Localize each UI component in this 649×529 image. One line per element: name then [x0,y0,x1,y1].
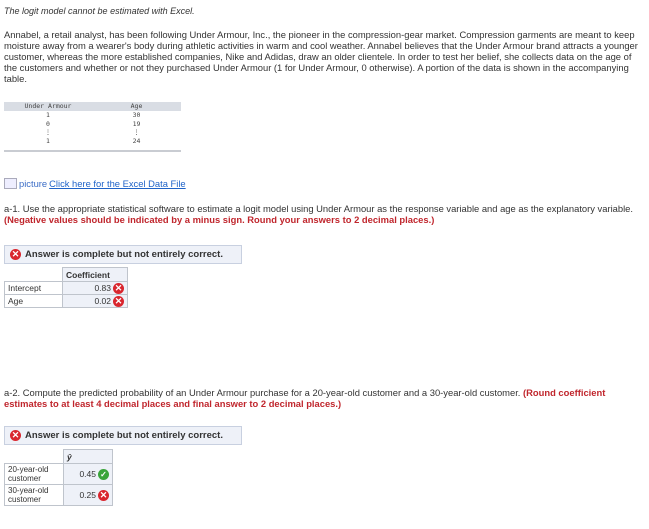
table-divider [4,146,181,152]
picture-label: picture [19,178,48,189]
banner-text: Answer is complete but not entirely correct. [25,249,223,260]
coefficient-header: Coefficient [63,268,128,282]
table-row [4,120,181,129]
banner-text: Answer is complete but not entirely correct. [25,430,223,441]
empty-corner [5,268,63,282]
row-label: 20-year-old customer [5,464,64,485]
prob-20-input[interactable] [64,464,113,485]
incorrect-icon: ✕ [114,282,123,293]
cell-age: 19 [132,119,141,128]
prob-20-value: 0.45 [79,469,96,479]
cell-age: 24 [132,136,141,145]
intercept-input[interactable] [63,282,128,295]
data-table-header [4,102,181,111]
cell-age: 30 [132,111,141,119]
question-a2-instruction: (Round coefficient estimates to at least 4 decimal places and final answer to 2 decimal places.) [4,387,606,409]
incorrect-icon: ✕ [99,489,108,500]
answer-status-banner [4,426,242,445]
cell-under-armour: 1 [46,111,50,119]
prob-30-value: 0.25 [79,490,96,500]
correct-icon: ✓ [98,469,109,480]
excel-data-link[interactable]: Click here for the Excel Data File [49,178,186,189]
problem-intro: Annabel, a retail analyst, has been following Under Armour, Inc., the pioneer in the compression-gear market. Compression garments are meant to keep moisture away from a wearer's body during athletic activities in warm and cool weather. Annabel believes that the Under Armour brand attracts a younger customer, whereas the more established companies, Nike and Adidas, draw an older clientele. In order to test her belief, she collects data on the age of the customers and whether or not they purchased Under Armour (1 for Under Armour, 0 otherwise). A portion of the data is shown in the accompanying table. [4,29,638,85]
data-table [4,102,181,152]
cell-under-armour: ⋮ [44,128,52,137]
cell-under-armour: 1 [46,136,50,145]
header-under-armour: Under Armour [24,102,72,110]
prob-30-input[interactable] [64,485,113,506]
cell-age: ⋮ [133,128,140,137]
coefficient-table [4,267,128,308]
table-row [4,111,181,120]
age-value: 0.02 [94,296,111,306]
empty-corner [5,450,64,464]
excel-link-row [4,178,186,189]
table-row [5,282,128,295]
row-label: 30-year-old customer [5,485,64,506]
question-a1-instruction: (Negative values should be indicated by a minus sign. Round your answers to 2 decimal places.) [4,214,435,225]
question-a2 [4,387,634,409]
question-a2-text: a-2. Compute the predicted probability of an Under Armour purchase for a 20-year-old customer and a 30-year-old customer. [4,387,521,398]
y-hat-header: ŷ [64,450,113,464]
note-text: The logit model cannot be estimated with Excel. [4,6,195,16]
error-icon: ✕ [11,430,20,440]
age-input[interactable] [63,295,128,308]
error-icon: ✕ [11,249,20,259]
cell-under-armour: 0 [46,119,50,128]
row-label: Intercept [5,282,63,295]
question-a1 [4,203,634,225]
broken-image-icon [4,178,17,189]
header-age: Age [130,102,143,110]
question-a1-text: a-1. Use the appropriate statistical software to estimate a logit model using Under Armour as the response variable and age as the explanatory variable. [4,203,633,214]
table-row [5,485,113,506]
incorrect-icon: ✕ [114,295,123,306]
answer-status-banner [4,245,242,264]
intercept-value: 0.83 [94,283,111,293]
row-label: Age [5,295,63,308]
table-row [4,137,181,146]
probability-table [4,449,113,506]
table-row [5,295,128,308]
table-row [4,128,181,137]
table-row [5,464,113,485]
